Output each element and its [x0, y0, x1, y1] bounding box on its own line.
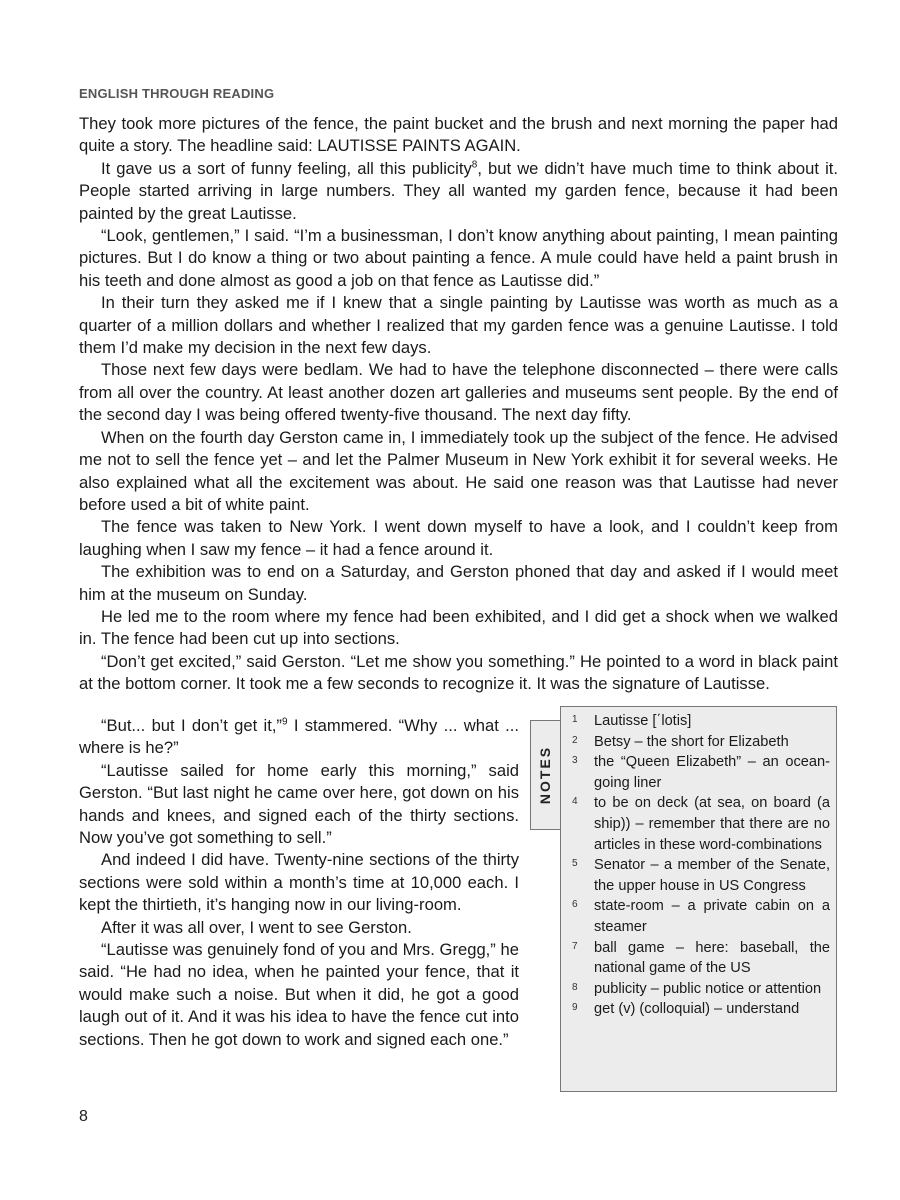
note-number: 3 — [572, 755, 578, 767]
paragraph-text: It gave us a sort of funny feeling, all this publicity — [101, 158, 472, 178]
paragraph-text: “But... but I don’t get it,” — [101, 716, 282, 735]
paragraph: The fence was taken to New York. I went down myself to have a look, and I couldn’t keep from laughing when I saw my fence – it had a fence around it. — [79, 517, 838, 559]
note-item — [570, 896, 830, 937]
paragraph: Those next few days were bedlam. We had to have the telephone disconnected – there were calls from all over the country. At least another dozen art galleries and museums sent people. By the end of the second day I was being offered twenty-five thousand. The next day fifty. — [79, 360, 838, 425]
note-item — [570, 793, 830, 855]
note-text: publicity – public notice or attention — [594, 980, 822, 997]
note-number: 1 — [572, 714, 578, 725]
paragraph: And indeed I did have. Twenty-nine sections of the thirty sections were sold within a month’s time at 10,000 each. I kept the thirtieth, it’s hanging now in our living-room. — [79, 850, 519, 915]
note-text: get (v) (colloquial) – understand — [594, 1001, 800, 1018]
paragraph: When on the fourth day Gerston came in, I immediately took up the subject of the fence. He advised me not to sell the fence yet – and let the Palmer Museum in New York exhibit it for several weeks. He also explained what all the excitement was about. He said one reason was that Lautisse had never before used a bit of white paint. — [79, 427, 838, 514]
note-item — [570, 711, 830, 732]
note-number: 4 — [572, 796, 578, 808]
note-number: 9 — [572, 1002, 578, 1014]
notes-label: NOTES — [537, 745, 553, 805]
footnote-ref: 9 — [281, 716, 288, 728]
paragraph: “Look, gentlemen,” I said. “I’m a businessman, I don’t know anything about painting, I mean painting pictures. But I do know a thing or two about painting a fence. A mule could have held a paint brush in his teeth and done almost as good a job on that fence as Lautisse did.” — [79, 226, 838, 290]
paragraph: The exhibition was to end on a Saturday, and Gerston phoned that day and asked if I would meet him at the museum on Sunday. — [79, 562, 838, 604]
footnote-ref: 8 — [471, 159, 478, 171]
paragraph-text: , but we didn’t have much time to think about it. People started arriving in large numbers. They all wanted my garden fence, because it had been painted by the great Lautisse. — [79, 158, 838, 223]
notes-list — [570, 711, 830, 1020]
note-text: Betsy – the short for Elizabeth — [594, 733, 789, 750]
note-text: the “Queen Elizabeth” – an ocean-going liner — [594, 754, 830, 791]
paragraph: After it was all over, I went to see Gerston. — [101, 917, 412, 937]
note-item — [570, 979, 830, 1000]
note-text: state-room – a private cabin on a steamer — [594, 898, 830, 935]
paragraph: In their turn they asked me if I knew that a single painting by Lautisse was worth as much as a quarter of a million dollars and whether I realized that my garden fence was a genuine Lautisse. I told them I’d make my decision in the next few days. — [79, 293, 838, 358]
paragraph: They took more pictures of the fence, the paint bucket and the brush and next morning the paper had quite a story. The headline said: LAUTISSE PAINTS AGAIN. — [79, 114, 838, 156]
paragraph: “Don’t get excited,” said Gerston. “Let me show you something.” He pointed to a word in black paint at the bottom corner. It took me a few seconds to recognize it. It was the signature of Lautisse. — [79, 651, 838, 694]
paragraph — [79, 715, 519, 760]
note-text: Senator – a member of the Senate, the upper house in US Congress — [594, 857, 830, 894]
note-number: 5 — [572, 858, 578, 870]
note-text: to be on deck (at sea, on board (a ship)) – remember that there are no articles in these word-combinations — [594, 795, 830, 853]
running-head: ENGLISH THROUGH READING — [79, 86, 275, 101]
note-item — [570, 855, 830, 896]
note-text: ball game – here: baseball, the national game of the US — [594, 939, 830, 977]
note-number: 2 — [572, 734, 578, 746]
main-text — [79, 113, 838, 696]
paragraph — [79, 158, 838, 225]
note-item — [570, 752, 830, 793]
lower-text — [79, 715, 519, 1051]
paragraph-text: I stammered. “Why ... what ... where is he?” — [79, 716, 519, 758]
note-item — [570, 999, 830, 1020]
note-item — [570, 732, 830, 753]
note-item — [570, 938, 830, 979]
paragraph: “Lautisse sailed for home early this morning,” said Gerston. “But last night he came over here, got down on his hands and knees, and signed each of the thirty sections. Now you’ve got something to sell.” — [79, 760, 519, 848]
note-text: Lautisse [΄lotis] — [594, 713, 692, 729]
page-number: 8 — [79, 1108, 88, 1125]
note-number: 7 — [572, 940, 578, 952]
paragraph: He led me to the room where my fence had been exhibited, and I did get a shock when we walked in. The fence had been cut up into sections. — [79, 606, 838, 649]
paragraph: “Lautisse was genuinely fond of you and Mrs. Gregg,” he said. “He had no idea, when he painted your fence, that it would make such a noise. But when it did, he got a good laugh out of it. And it was his idea to have the fence cut into sections. Then he got down to work and signed each one.” — [79, 940, 519, 1049]
note-number: 6 — [572, 899, 578, 911]
note-number: 8 — [572, 981, 578, 993]
